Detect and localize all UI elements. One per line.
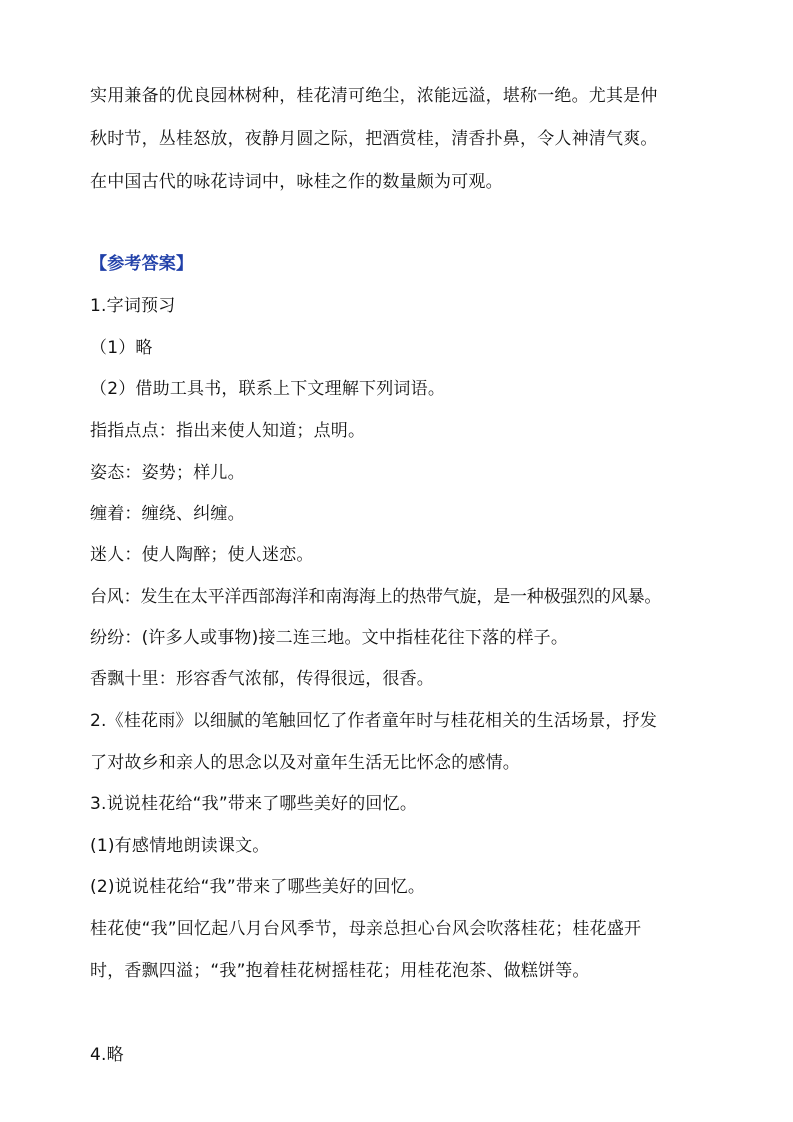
intro-line-1: 实用兼备的优良园林树种，桂花清可绝尘，浓能远溢，堪称一绝。尤其是仲 xyxy=(90,86,658,106)
section-4-title: 4.略 xyxy=(90,1045,124,1065)
word-definition: 迷人：使人陶醉；使人迷恋。 xyxy=(90,545,314,565)
word-definition: 香飘十里：形容香气浓郁，传得很远，很香。 xyxy=(90,669,434,689)
word-definition: 台风：发生在太平洋西部海洋和南海海上的热带气旋，是一种极强烈的风暴。 xyxy=(90,587,662,607)
word-definition: 纷纷：(许多人或事物)接二连三地。文中指桂花往下落的样子。 xyxy=(90,628,569,648)
intro-line-3: 在中国古代的咏花诗词中，咏桂之作的数量颇为可观。 xyxy=(90,172,503,192)
section-3-answer-line-2: 时，香飘四溢；“我”抱着桂花树摇桂花；用桂花泡茶、做糕饼等。 xyxy=(90,961,590,981)
intro-line-2: 秋时节，丛桂怒放，夜静月圆之际，把酒赏桂，清香扑鼻，令人神清气爽。 xyxy=(90,129,658,149)
section-2-line-2: 了对故乡和亲人的思念以及对童年生活无比怀念的感情。 xyxy=(90,753,520,773)
section-1-title: 1.字词预习 xyxy=(90,296,176,316)
section-3-item-1: (1)有感情地朗读课文。 xyxy=(90,836,270,856)
section-3-title: 3.说说桂花给“我”带来了哪些美好的回忆。 xyxy=(90,794,418,814)
word-definition: 指指点点：指出来使人知道；点明。 xyxy=(90,421,366,441)
word-definition: 姿态：姿势；样儿。 xyxy=(90,463,245,483)
section-3-item-2: (2)说说桂花给“我”带来了哪些美好的回忆。 xyxy=(90,877,426,897)
section-2-line-1: 2.《桂花雨》以细腻的笔触回忆了作者童年时与桂花相关的生活场景，抒发 xyxy=(90,711,658,731)
word-definition: 缠着：缠绕、纠缠。 xyxy=(90,504,245,524)
section-1-item-1: （1）略 xyxy=(90,338,153,358)
section-3-answer-line-1: 桂花使“我”回忆起八月台风季节，母亲总担心台风会吹落桂花；桂花盛开 xyxy=(90,919,642,939)
section-1-item-2: （2）借助工具书，联系上下文理解下列词语。 xyxy=(90,379,446,399)
answer-heading: 【参考答案】 xyxy=(90,254,194,274)
